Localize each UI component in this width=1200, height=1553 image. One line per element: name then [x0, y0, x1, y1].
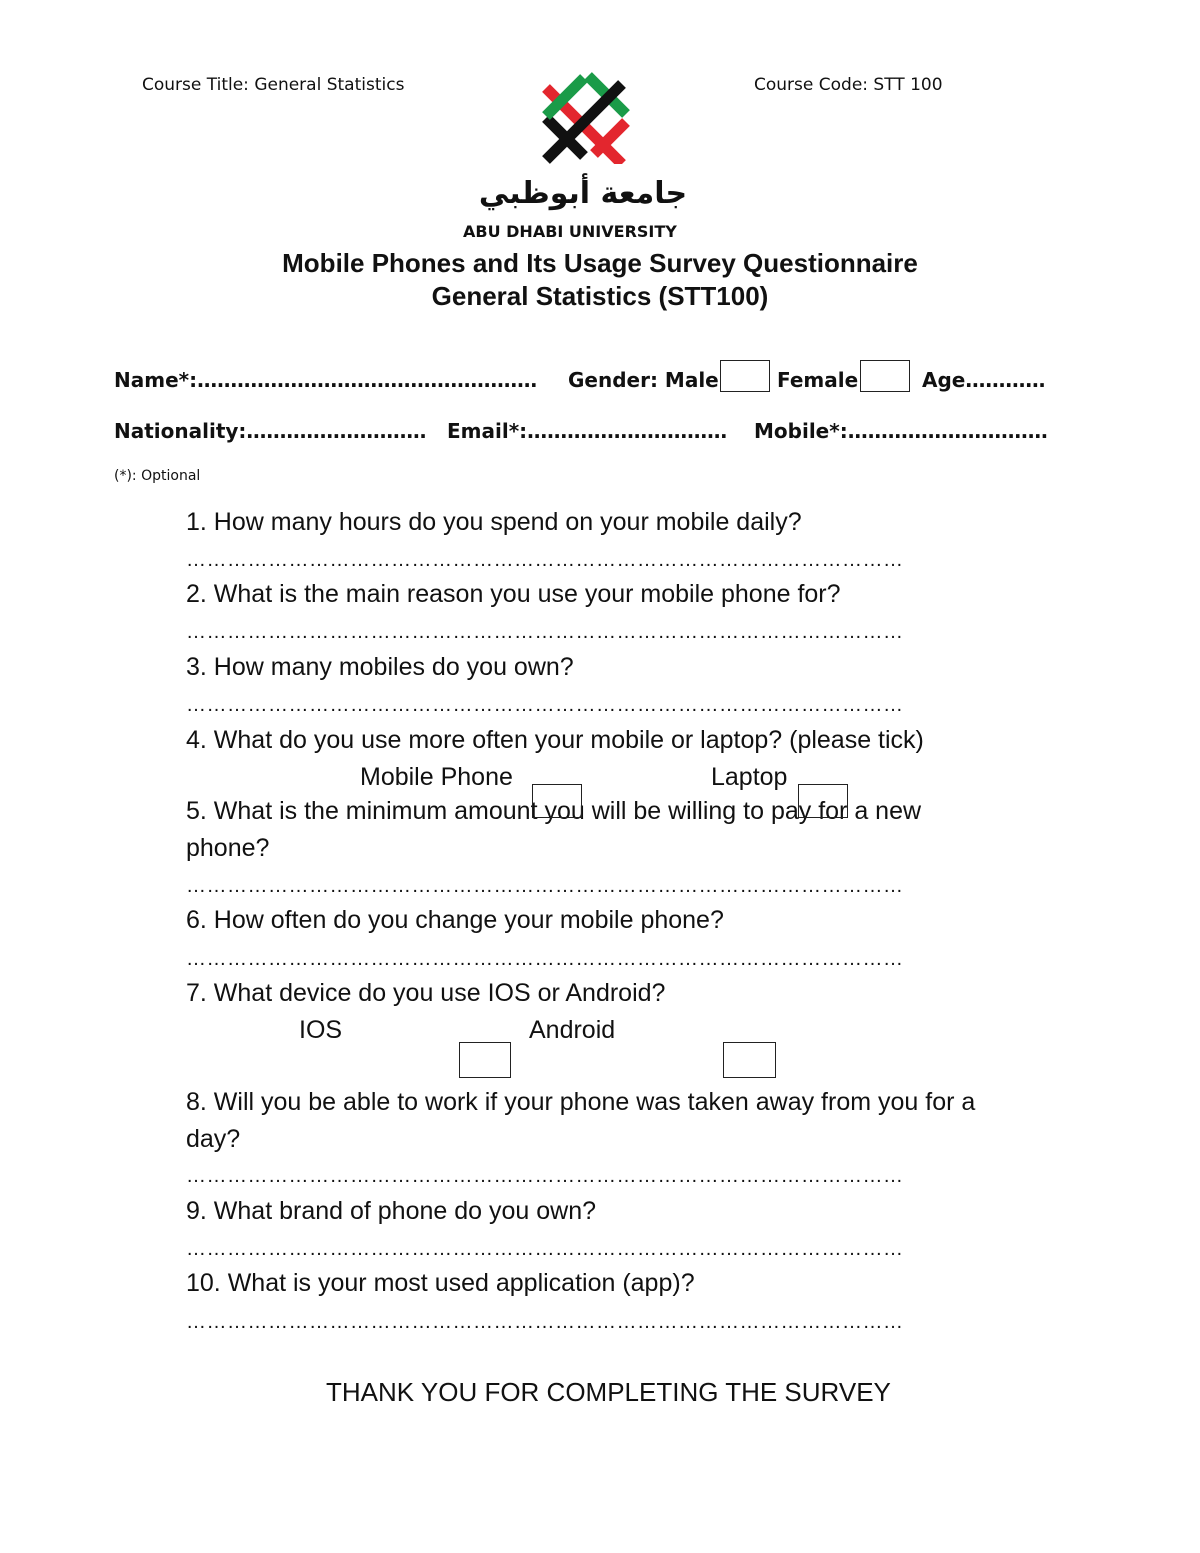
question-5-cont: phone?: [186, 834, 270, 862]
android-checkbox[interactable]: [723, 1042, 776, 1078]
course-code: Course Code: STT 100: [754, 75, 943, 95]
optional-note: (*): Optional: [114, 468, 201, 484]
page-title: Mobile Phones and Its Usage Survey Questionnaire: [282, 248, 918, 278]
question-10: 10. What is your most used application (app)?: [186, 1269, 695, 1297]
answer-line-6[interactable]: ……………………………………………………………………………………………: [186, 948, 904, 970]
answer-line-10[interactable]: ……………………………………………………………………………………………: [186, 1311, 904, 1333]
logo-arabic-name: جامعة أبوظبي: [478, 176, 688, 211]
option-laptop: Laptop: [711, 763, 788, 791]
question-5: 5. What is the minimum amount you will be willing to pay for a new: [186, 797, 922, 825]
mobile-field[interactable]: Mobile*:…………………………: [754, 419, 1048, 443]
question-8: 8. Will you be able to work if your phone was taken away from you for a: [186, 1088, 976, 1116]
course-title: Course Title: General Statistics: [142, 75, 405, 95]
question-2: 2. What is the main reason you use your mobile phone for?: [186, 580, 841, 608]
answer-line-1[interactable]: ……………………………………………………………………………………………: [186, 549, 904, 571]
question-6: 6. How often do you change your mobile phone?: [186, 906, 724, 934]
option-ios: IOS: [299, 1016, 343, 1044]
name-field[interactable]: Name*:……………………………………………: [114, 368, 538, 392]
page-subtitle: General Statistics (STT100): [431, 281, 769, 311]
logo-english-name: ABU DHABI UNIVERSITY: [463, 222, 677, 241]
answer-line-8[interactable]: ……………………………………………………………………………………………: [186, 1165, 904, 1187]
thank-you-note: THANK YOU FOR COMPLETING THE SURVEY: [326, 1377, 891, 1407]
ios-checkbox[interactable]: [459, 1042, 511, 1078]
female-label: Female: [777, 368, 859, 392]
answer-line-5[interactable]: ……………………………………………………………………………………………: [186, 875, 904, 897]
question-9: 9. What brand of phone do you own?: [186, 1197, 597, 1225]
answer-line-3[interactable]: ……………………………………………………………………………………………: [186, 694, 904, 716]
nationality-field[interactable]: Nationality:………………………: [114, 419, 427, 443]
question-8-cont: day?: [186, 1125, 241, 1153]
question-3: 3. How many mobiles do you own?: [186, 653, 574, 681]
mobile-phone-checkbox[interactable]: [532, 784, 582, 818]
university-logo-icon: [538, 72, 630, 164]
email-field[interactable]: Email*:…………………………: [447, 419, 728, 443]
female-checkbox[interactable]: [860, 360, 910, 392]
question-4: 4. What do you use more often your mobile or laptop? (please tick): [186, 726, 924, 754]
age-field[interactable]: Age…………: [922, 368, 1046, 392]
laptop-checkbox[interactable]: [798, 784, 848, 818]
question-7: 7. What device do you use IOS or Android?: [186, 979, 666, 1007]
answer-line-9[interactable]: ……………………………………………………………………………………………: [186, 1238, 904, 1260]
answer-line-2[interactable]: ……………………………………………………………………………………………: [186, 621, 904, 643]
male-checkbox[interactable]: [720, 360, 770, 392]
option-android: Android: [529, 1016, 616, 1044]
option-mobile-phone: Mobile Phone: [360, 763, 513, 791]
question-1: 1. How many hours do you spend on your mobile daily?: [186, 508, 802, 536]
gender-label: Gender: Male: [568, 368, 719, 392]
